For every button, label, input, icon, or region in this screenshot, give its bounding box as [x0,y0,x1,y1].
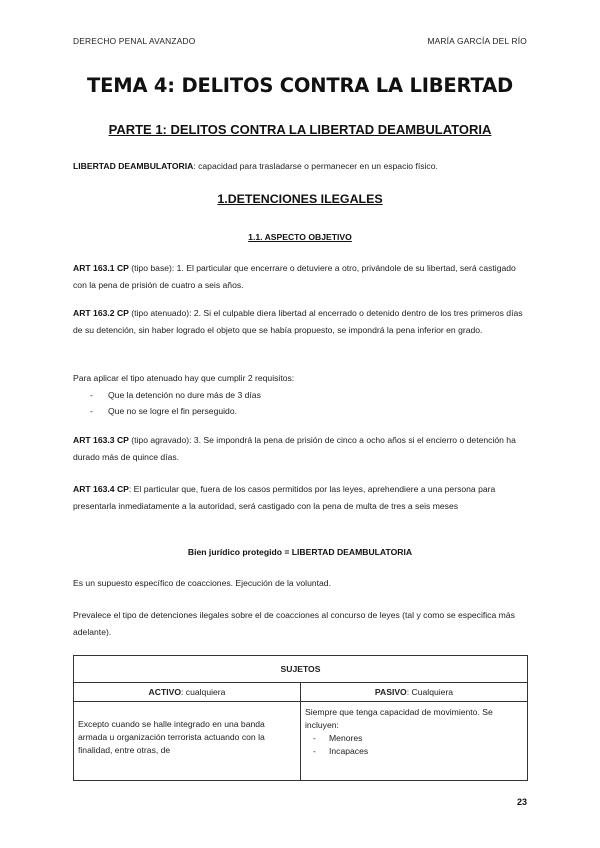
section-heading: 1.DETENCIONES ILEGALES [217,192,383,206]
article-ref: ART 163.2 CP [73,308,129,318]
paragraph: Prevalece el tipo de detenciones ilegales sobre el de coacciones al concurso de leyes (tal y como se especifica más adelante). [73,610,515,637]
list-item: - Que la detención no dure más de 3 días [90,387,261,403]
article-text: (tipo atenuado): 2. Si el culpable diera libertad al encerrado o detenido dentro de los tres primeros días de su detención, sin haber logrado el objeto que se había propuesto, se impondrá la pena inferior en grado. [73,308,523,335]
article-paragraph [73,481,528,515]
passive-list [305,732,523,758]
header-author: MARÍA GARCÍA DEL RÍO [427,36,527,46]
article-ref: ART 163.1 CP [73,263,129,273]
article-text: (tipo agravado): 3. Se impondrá la pena de prisión de cinco a ocho años si el encierro o detención ha durado más de quince días. [73,435,516,462]
requirements-intro: Para aplicar el tipo atenuado hay que cumplir 2 requisitos: [73,373,295,383]
list-item: - Incapaces [309,745,523,758]
table-title: SUJETOS [74,656,528,683]
part-heading: PARTE 1: DELITOS CONTRA LA LIBERTAD DEAMBULATORIA [108,122,492,137]
passive-cell [301,702,528,781]
list-item: - Menores [309,732,523,745]
page-title: TEMA 4: DELITOS CONTRA LA LIBERTAD [87,73,513,98]
article-ref: ART 163.4 CP [73,484,129,494]
article-paragraph [73,432,528,466]
article-paragraph [73,305,528,339]
active-header: ACTIVO: cualquiera [74,683,301,702]
header-subject: DERECHO PENAL AVANZADO [73,36,196,46]
definition-term: LIBERTAD DEAMBULATORIA [73,161,194,171]
active-cell: Excepto cuando se halle integrado en una banda armada u organización terrorista actuando con la finalidad, entre otras, de [74,702,301,781]
definition-text: : capacidad para trasladarse o permanecer en un espacio físico. [193,161,438,171]
article-text: : El particular que, fuera de los casos permitidos por las leyes, aprehendiere a una persona para presentarla inmediatamente a la autoridad, será castigado con la pena de multa de tres a seis meses [73,484,496,511]
definition-paragraph [73,158,528,175]
passive-header: PASIVO: Cualquiera [301,683,528,702]
paragraph: Es un supuesto específico de coacciones. Ejecución de la voluntad. [73,578,331,588]
page-number: 23 [516,797,527,807]
legal-good-statement: Bien jurídico protegido = LIBERTAD DEAMBULATORIA [187,547,413,557]
article-ref: ART 163.3 CP [73,435,129,445]
subsection-heading: 1.1. ASPECTO OBJETIVO [248,232,352,242]
article-paragraph [73,260,528,294]
article-text: (tipo base): 1. El particular que encerrare o detuviere a otro, privándole de su libertad, será castigado con la pena de prisión de cuatro a seis años. [73,263,516,290]
subjects-table [73,655,528,781]
requirements-list [90,387,261,419]
list-item: - Que no se logre el fin perseguido. [90,403,261,419]
passive-intro: Siempre que tenga capacidad de movimiento. Se incluyen: [305,707,493,730]
